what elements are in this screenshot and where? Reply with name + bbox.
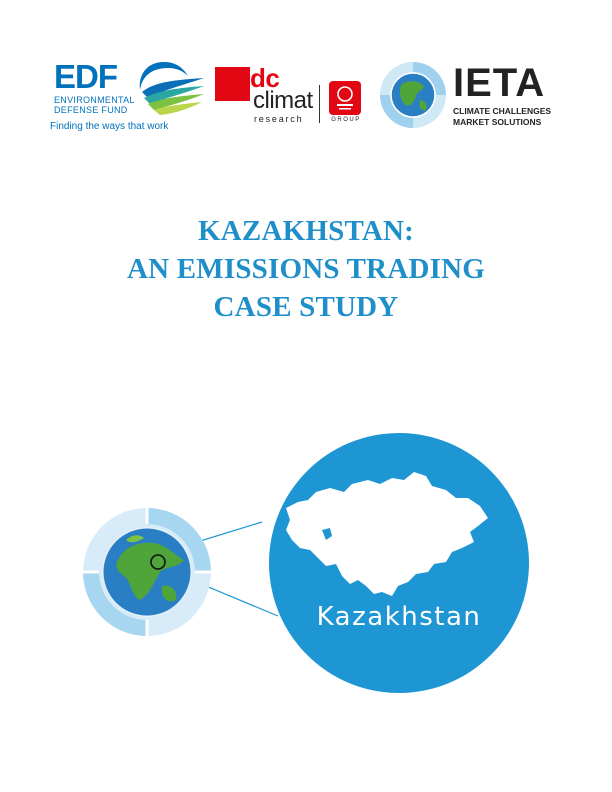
title-line-2: AN EMISSIONS TRADING xyxy=(127,253,485,285)
ieta-tagline-2: MARKET SOLUTIONS xyxy=(453,117,542,127)
cdc-wordmark: cdc xyxy=(236,63,280,93)
ieta-tagline-1: CLIMATE CHALLENGES xyxy=(453,106,552,116)
edf-name-line-2: DEFENSE FUND xyxy=(54,105,128,115)
edf-tagline: Finding the ways that work xyxy=(50,121,169,132)
document-title xyxy=(0,212,612,326)
caisse-des-depots-emblem-icon xyxy=(329,81,361,115)
cdc-group-text: GROUP xyxy=(331,117,361,123)
kazakhstan-illustration xyxy=(0,380,612,700)
title-line-3: CASE STUDY xyxy=(213,291,399,323)
ieta-logo xyxy=(378,60,558,132)
cdc-divider xyxy=(319,85,320,123)
ieta-globe-icon xyxy=(378,60,448,130)
edf-wordmark: EDF xyxy=(54,58,117,95)
edf-name-line-1: ENVIRONMENTAL xyxy=(54,95,135,105)
cdc-research-text: research xyxy=(254,114,304,124)
illustration-graphic xyxy=(0,380,612,700)
edf-swoosh-icon xyxy=(134,58,206,118)
ieta-wordmark: IETA xyxy=(453,61,546,105)
cdc-climat-text: climat xyxy=(253,87,313,114)
globe-icon xyxy=(83,508,211,636)
country-label: Kazakhstan xyxy=(316,602,482,632)
title-line-1: KAZAKHSTAN: xyxy=(198,215,414,247)
edf-logo xyxy=(48,58,206,136)
cdc-climat-logo xyxy=(215,63,375,127)
